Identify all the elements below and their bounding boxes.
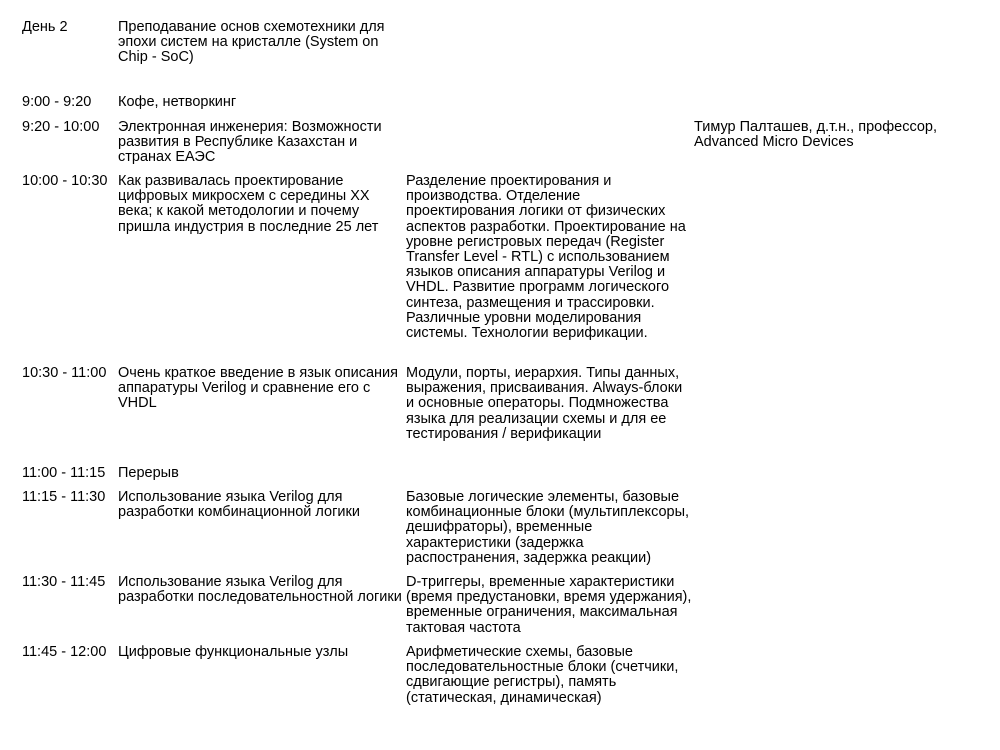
session-title: Использование языка Verilog для разработки комбинационной логики: [118, 489, 360, 521]
session-speaker: Тимур Палташев, д.т.н., профессор, Advanced Micro Devices: [694, 119, 938, 151]
session-title: Цифровые функциональные узлы: [118, 644, 349, 660]
session-time: 9:20 - 10:00: [22, 119, 100, 135]
session-time: 11:00 - 11:15: [22, 465, 106, 481]
session-title: Перерыв: [118, 465, 179, 481]
session-title: Использование языка Verilog для разработки последовательностной логики: [118, 574, 402, 606]
session-title: Как развивалась проектирование цифровых микросхем с середины XX века; к какой методологии и почему пришла индустрия в последние 25 лет: [118, 173, 379, 235]
session-title: Кофе, нетворкинг: [118, 94, 237, 110]
session-time: 10:00 - 10:30: [22, 173, 108, 189]
session-title: Очень краткое введение в язык описания аппаратуры Verilog и сравнение его с VHDL: [118, 365, 398, 412]
session-time: 9:00 - 9:20: [22, 94, 92, 110]
session-time: 11:30 - 11:45: [22, 574, 106, 590]
session-description: Базовые логические элементы, базовые комбинационные блоки (мультиплексоры, дешифраторы), временные характеристики (задержка распостранения, задержка реакции): [406, 489, 690, 566]
session-description: Разделение проектирования и производства. Отделение проектирования логики от физических аспектов разработки. Проектирование на уровне регистровых передач (Register Transfer Level - RTL) с использованием языков описания аппаратуры Verilog и VHDL. Развитие программ логического синтеза, размещения и трассировки. Различные уровни моделирования системы. Технологии верификации.: [406, 173, 686, 342]
day-label: День 2: [22, 19, 68, 35]
session-time: 10:30 - 11:00: [22, 365, 107, 381]
session-time: 11:45 - 12:00: [22, 644, 107, 660]
session-time: 11:15 - 11:30: [22, 489, 106, 505]
day-theme: Преподавание основ схемотехники для эпохи систем на кристалле (System on Chip - SoC): [118, 19, 385, 66]
session-description: Модули, порты, иерархия. Типы данных, выражения, присваивания. Always-блоки и основные операторы. Подмножества языка для реализации схемы и для ее тестирования / верификации: [406, 365, 683, 442]
session-title: Электронная инженерия: Возможности развития в Республике Казахстан и странах ЕАЭС: [118, 119, 382, 166]
session-description: D-триггеры, временные характеристики (время предустановки, время удержания), временные ограничения, максимальная тактовая частота: [406, 574, 692, 636]
session-description: Арифметические схемы, базовые последовательностные блоки (счетчики, сдвигающие регистры), память (статическая, динамическая): [406, 644, 679, 706]
